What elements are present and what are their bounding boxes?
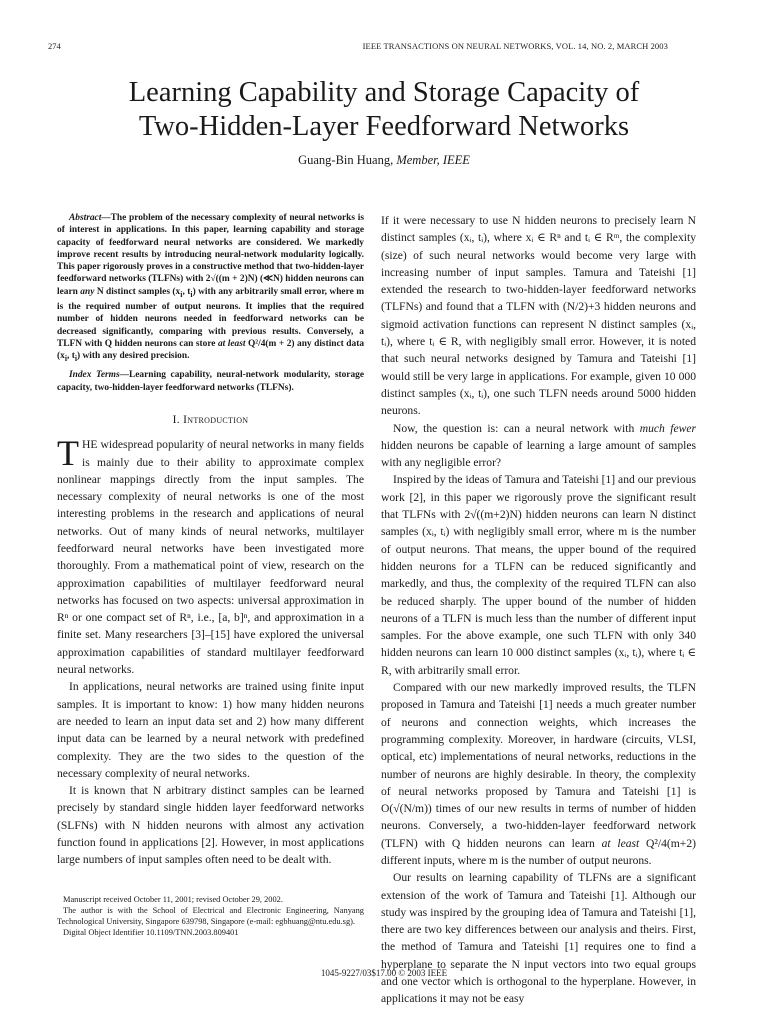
intro-paragraph-2: In applications, neural networks are trained using finite input samples. It is important to know: 1) how many hidden neurons are needed to learn an input data set and 2) how many different input data can be learned by a neural network with predefined complexity. They are the two sides to the question of the necessary complexity of neural networks. <box>57 680 364 780</box>
right-paragraph-5: Our results on learning capability of TLFNs are a significant extension of the work of Tamura and Tateishi [1]. Although our study was inspired by the grouping idea of Tamura and Tateishi [1], there are two key differences between our analysis and theirs. First, the method of Tamura and Tateishi [1] requires one to find a hyperplane to separate the N input vectors into two equal groups and one vector which is orthogonal to the hyperplane. However, in applications it may not be easy <box>381 871 696 1006</box>
title-line-1: Learning Capability and Storage Capacity of <box>128 77 640 108</box>
abstract-any: any <box>80 286 95 297</box>
running-head: IEEE TRANSACTIONS ON NEURAL NETWORKS, VOL. 14, NO. 2, MARCH 2003 <box>362 41 668 51</box>
abstract-at-least: at least <box>217 338 246 349</box>
footnote-manuscript: Manuscript received October 11, 2001; revised October 29, 2002. <box>63 895 283 904</box>
right-paragraph-4-b: Q²/4(m+2) different inputs, where m is the number of output neurons. <box>381 836 696 867</box>
right-paragraph-1: If it were necessary to use N hidden neurons to precisely learn N distinct samples (xᵢ, tᵢ), where xᵢ ∈ Rⁿ and tᵢ ∈ Rᵐ, the complexity (size) of such neural networks would become very large with increasing number of input samples. Tamura and Tateishi [1] extended the research to two-hidden-layer feedforward networks (TLFNs) and found that a TLFN with (N/2)+3 hidden neurons and sigmoid activation functions can represent N distinct samples (xᵢ, tᵢ), where tᵢ ∈ R, with negligibly small error. However, it is noted that such neural networks designed by Tamura and Tateishi [1] would still be very large in applications. For example, given 10 000 distinct samples (xᵢ, tᵢ), one such TLFN needs around 5000 hidden neurons. <box>381 214 696 418</box>
section-title: Introduction <box>183 413 249 426</box>
abstract-text-c: N distinct samples (x <box>94 286 181 297</box>
index-terms-lead: Index Terms <box>69 370 120 381</box>
dropcap-letter: T <box>57 433 79 474</box>
abstract-text-f: Q²/4(m + 2) any distinct data (x <box>57 338 365 362</box>
right-paragraph-4-a: Compared with our new markedly improved results, the TLFN proposed in Tamura and Tateishi [1] needs a much greater number of neurons and connection weights, which increases the programming complexity. Moreover, in hardware (circuits, VLSI, optical, etc) implementations of neural networks, reductions in the number of neurons are highly desirable. In theory, the complexity of neural networks proposed by Tamura and Tateishi [1] is O(√(N/m)) times of our new results in terms of number of hidden neurons. Conversely, a two-hidden-layer feedforward network (TLFN) with Q hidden neurons can learn <box>381 681 696 850</box>
footnote-doi: Digital Object Identifier 10.1109/TNN.2003.809401 <box>63 928 239 937</box>
abstract-text-b: hidden neurons can learn <box>57 274 364 297</box>
page-number: 274 <box>48 41 61 51</box>
abstract-text-h: ) with any desired precision. <box>77 351 190 362</box>
abstract-text-d: , t <box>182 286 191 297</box>
right-paragraph-3: Inspired by the ideas of Tamura and Tateishi [1] and our previous work [2], in this paper we rigorously prove the significant result that TLFNs with 2√((m+2)N) hidden neurons can learn N distinct samples (xᵢ, tᵢ) with negligibly small error, where m is the number of output neurons. That means, the upper bound of the required hidden neurons for a TLFN can be reduced significantly and markedly, and thus, the complexity of the required TLFN can also be reduced sharply. The upper bound of the number of hidden neurons of a TLFN is much less than the number of different input samples. For the above example, one such TLFN with only 340 hidden neurons can learn 10 000 distinct samples (xᵢ, tᵢ), where tᵢ ∈ R, with arbitrarily small error. <box>381 473 696 677</box>
right-paragraph-4-emph: at least <box>601 836 640 850</box>
title-line-2: Two-Hidden-Layer Feedforward Networks <box>138 111 630 142</box>
section-heading <box>57 412 364 429</box>
author-name: Guang-Bin Huang, <box>298 153 394 167</box>
intro-paragraph-1 <box>57 433 364 678</box>
abstract: Abstract—The problem of the necessary complexity of neural networks is of interest in applications. In this paper, learning capability and storage capacity of feedforward neural networks are considered. We markedly improve recent results by introducing neural-network modularity logically. This paper rigorously proves in a constructive method that two-hidden-layer feedforward networks (TLFNs) with 2√((m + 2)N) (≪N) hidden neurons can learn any N distinct samples ($x_i$, $t_i$) with any arbitrarily small error, where m is the required number of output neurons. It implies that the required number of hidden neurons needed in feedforward networks can be decreased significantly, comparing with previous results. Conversely, a TLFN with Q hidden neurons can store at least Q²/4(m + 2) any distinct data ($x_i$, $t_i$) with any desired precision. <box>57 213 365 364</box>
index-terms <box>57 369 364 394</box>
intro-paragraph-3: It is known that N arbitrary distinct samples can be learned precisely by standard single hidden layer feedforward networks (SLFNs) with N hidden neurons with almost any activation function found in applications [2]. However, in most applications large numbers of input samples often need to be dealt with. <box>57 784 364 867</box>
abstract-text-e: ) with any arbitrarily small error, where m is the required number of output neurons. It implies that the required number of hidden neurons needed in feedforward networks can be decreased significantly, comparing with previous results. Conversely, a TLFN with Q hidden neurons can store <box>57 286 364 349</box>
footnote-affiliation: The author is with the School of Electrical and Electronic Engineering, Nanyang Technological University, Singapore 639798, Singapore (e-mail: egbhuang@ntu.edu.sg). <box>57 906 364 926</box>
right-paragraph-4 <box>381 679 696 869</box>
abstract-text-a: The problem of the necessary complexity of neural networks is of interest in applications. In this paper, learning capability and storage capacity of feedforward neural networks are considered. We markedly improve recent results by introducing neural-network modularity logically. This paper rigorously proves in a constructive method that two-hidden-layer feedforward networks (TLFNs) with <box>57 213 364 285</box>
right-paragraph-2-emph: much fewer <box>639 421 696 435</box>
copyright-line: 1045-9227/03$17.00 © 2003 IEEE <box>320 968 448 978</box>
right-paragraph-2-a: Now, the question is: can a neural network with <box>393 421 640 435</box>
index-terms-text: —Learning capability, neural-network modularity, storage capacity, two-hidden-layer feedforward networks (TLFNs). <box>57 370 364 393</box>
abstract-text-g: , t <box>67 351 75 362</box>
footnote <box>57 894 364 938</box>
author-membership: Member, IEEE <box>396 153 470 167</box>
right-column <box>381 212 696 1008</box>
paper-title <box>0 76 768 144</box>
author-line <box>0 153 768 168</box>
abstract-dash: — <box>101 213 111 223</box>
abstract-expr-a: 2√((m + 2)N) (≪N) <box>205 274 283 285</box>
abstract-lead: Abstract <box>69 213 102 223</box>
left-column <box>57 212 364 869</box>
right-paragraph-2-b: hidden neurons be capable of learning a large amount of samples with any negligible error? <box>381 438 696 470</box>
section-number: I. <box>172 413 180 426</box>
dropcap-tail: HE <box>82 438 98 452</box>
intro-paragraph-1-text: widespread popularity of neural networks in many fields is mainly due to their ability to approximate complex nonlinear mappings directly from the input samples. The necessary complexity of neural networks is one of the most interesting problems in the research and applications of neural networks. Out of many kinds of neural networks, multilayer feedforward neural networks have been investigated more thoroughly. From a mathematical point of view, research on the approximation capabilities of multilayer feedforward neural networks has focused on two aspects: universal approximation in Rⁿ or one compact set of Rⁿ, i.e., [a, b]ⁿ, and approximation in a finite set. Many researchers [3]–[15] have explored the universal approximation capabilities of standard multilayer feedforward neural networks. <box>57 438 364 677</box>
right-paragraph-2 <box>381 420 696 472</box>
